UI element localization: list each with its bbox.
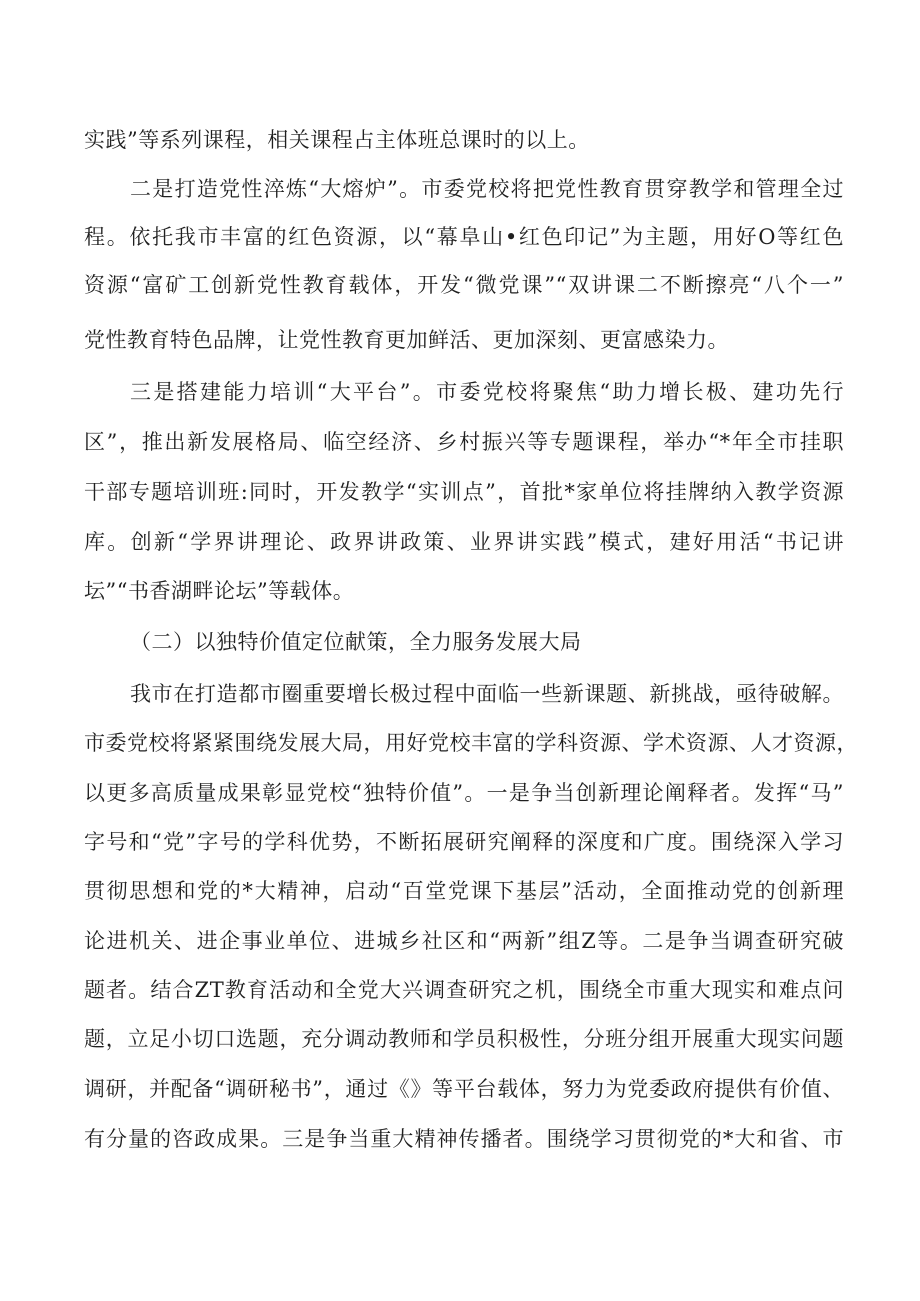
paragraph-line: 三是搭建能力培训“大平台”。市委党校将聚焦“助力增长极、建功先行 [130,380,844,404]
paragraph-line: 程。依托我市丰富的红色资源，以“幕阜山•红色印记”为主题，用好O等红色 [84,225,844,249]
paragraph-line: 我市在打造都市圈重要增长极过程中面临一些新课题、新挑战，亟待破解。 [130,682,844,706]
paragraph-line: 二是打造党性淬炼“大熔炉”。市委党校将把党性教育贯穿教学和管理全过 [130,177,844,201]
paragraph-line: 字号和“党”字号的学科优势，不断拓展研究阐释的深度和广度。围绕深入学习 [84,830,844,854]
paragraph-line: 坛”“书香湖畔论坛”等载体。 [84,579,355,603]
paragraph-line: 论进机关、进企事业单位、进城乡社区和“两新”组Z等。二是争当调查研究破 [84,929,844,953]
paragraph-line: 实践”等系列课程，相关课程占主体班总课时的以上。 [84,128,590,152]
paragraph-line: 贯彻思想和党的*大精神，启动“百堂党课下基层”活动，全面推动党的创新理 [84,879,844,903]
paragraph-line: 有分量的咨政成果。三是争当重大精神传播者。围绕学习贯彻党的*大和省、市 [84,1127,844,1151]
paragraph-line: 资源“富矿工创新党性教育载体，开发“微党课”“双讲课二不断擦亮“八个一” [84,273,844,297]
paragraph-line: 干部专题培训班:同时，开发教学“实训点”，首批*家单位将挂牌纳入教学资源 [84,480,844,504]
section-heading: （二）以独特价值定位献策，全力服务发展大局 [130,630,582,654]
paragraph-line: 题者。结合ZT教育活动和全党大兴调查研究之机，围绕全市重大现实和难点问 [84,978,844,1002]
paragraph-line: 党性教育特色品牌，让党性教育更加鲜活、更加深刻、更富感染力。 [84,328,729,352]
paragraph-line: 调研，并配备“调研秘书”，通过《》等平台载体，努力为党委政府提供有价值、 [84,1077,844,1101]
paragraph-line: 市委党校将紧紧围绕发展大局，用好党校丰富的学科资源、学术资源、人才资源， [84,731,858,755]
paragraph-line: 以更多高质量成果彰显党校“独特价值”。一是争当创新理论阐释者。发挥“马” [84,781,844,805]
paragraph-line: 库。创新“学界讲理论、政界讲政策、业界讲实践”模式，建好用活“书记讲 [84,530,844,554]
paragraph-line: 题，立足小切口选题，充分调动教师和学员积极性，分班分组开展重大现实问题 [84,1027,844,1051]
paragraph-line: 区”，推出新发展格局、临空经济、乡村振兴等专题课程，举办“*年全市挂职 [84,430,844,454]
